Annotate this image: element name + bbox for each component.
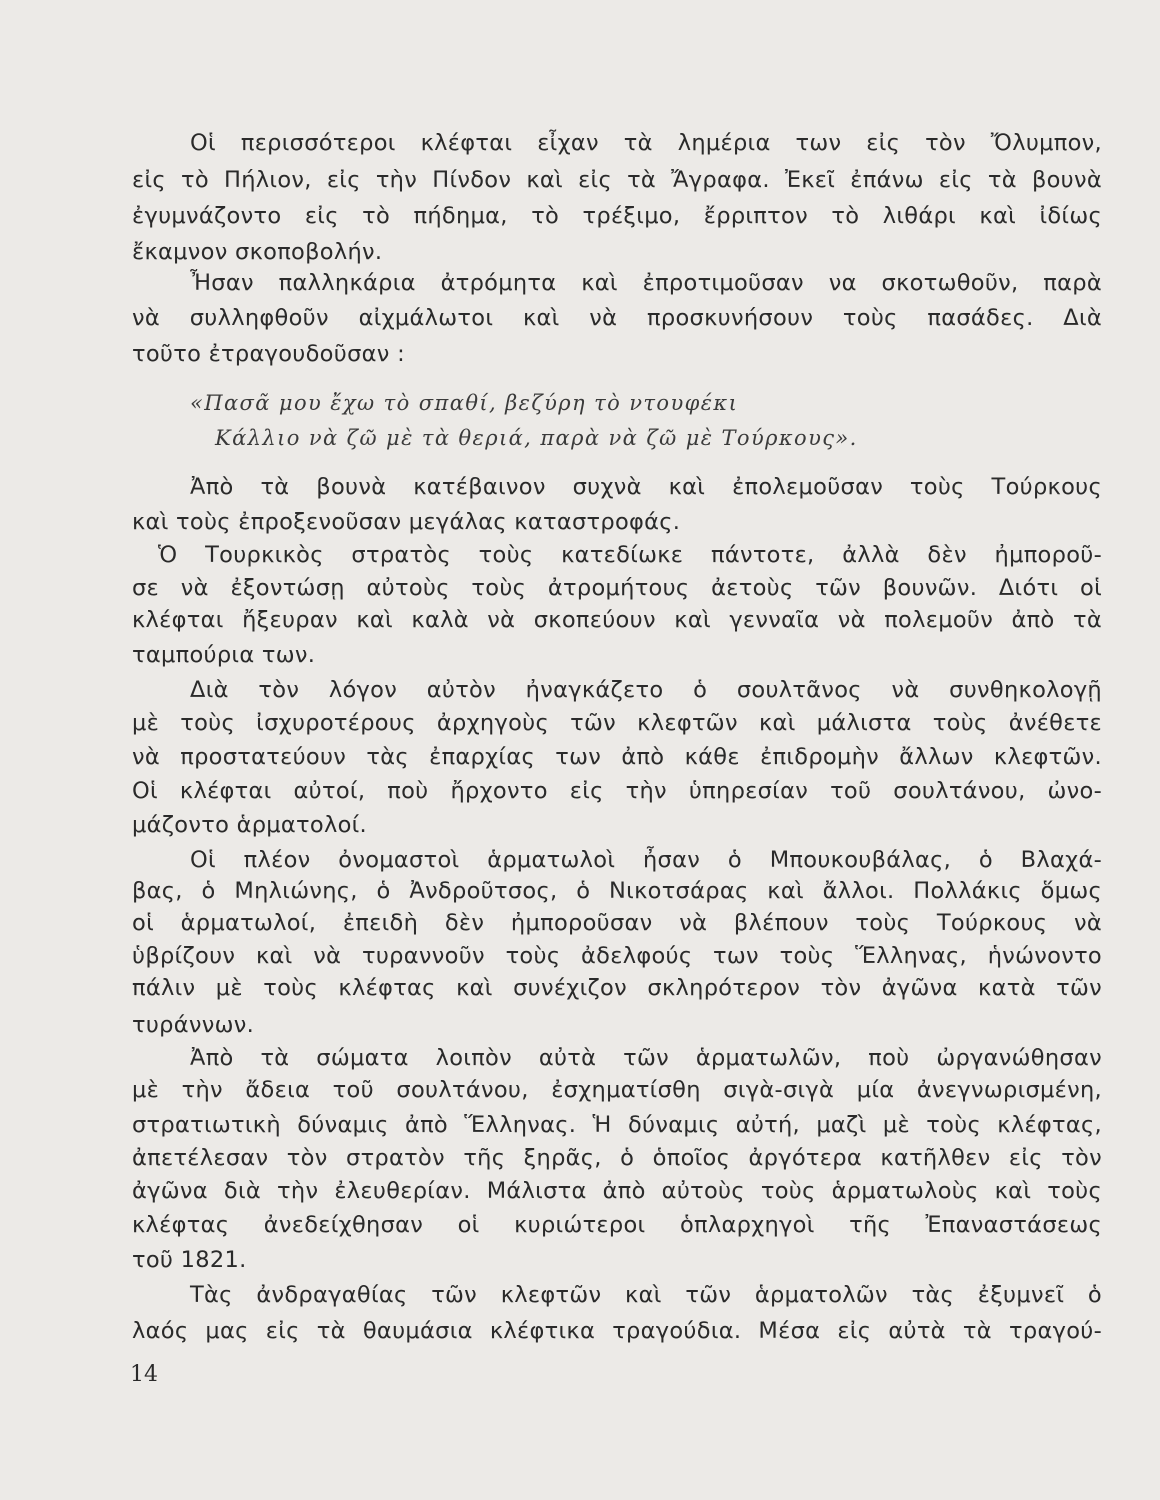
text-line: ὑβρίζουν καὶ νὰ τυραννοῦν τοὺς ἀδελφούς των τοὺς Ἕλληνας, ἡνώνοντο — [132, 943, 1102, 969]
text-line: νὰ συλληφθοῦν αἰχμάλωτοι καὶ νὰ προσκυνήσουν τοὺς πασάδες. Διὰ — [132, 305, 1102, 331]
text-line: Διὰ τὸν λόγον αὐτὸν ἠναγκάζετο ὁ σουλτᾶνος νὰ συνθηκολογῇ — [190, 677, 1102, 703]
text-line: Ἀπὸ τὰ βουνὰ κατέβαινον συχνὰ καὶ ἐπολεμοῦσαν τοὺς Τούρκους — [190, 474, 1102, 500]
text-line: πάλιν μὲ τοὺς κλέφτας καὶ συνέχιζον σκληρότερον τὸν ἀγῶνα κατὰ τῶν — [132, 975, 1102, 1001]
text-line: Ἀπὸ τὰ σώματα λοιπὸν αὐτὰ τῶν ἁρματωλῶν, ποὺ ὠργανώθησαν — [190, 1045, 1102, 1071]
text-line: μὲ τὴν ἄδεια τοῦ σουλτάνου, ἐσχηματίσθη σιγὰ-σιγὰ μία ἀνεγνωρισμένη, — [132, 1077, 1102, 1103]
text-line: Ὁ Τουρκικὸς στρατὸς τοὺς κατεδίωκε πάντοτε, ἀλλὰ δὲν ἠμποροῦ- — [158, 542, 1102, 568]
text-line: ἐγυμνάζοντο εἰς τὸ πήδημα, τὸ τρέξιμο, ἔρριπτον τὸ λιθάρι καὶ ἰδίως — [132, 203, 1102, 229]
verse-line: «Πασᾶ μου ἔχω τὸ σπαθί, βεζύρη τὸ ντουφέκι — [190, 391, 739, 415]
text-line: ἀγῶνα διὰ τὴν ἐλευθερίαν. Μάλιστα ἀπὸ αὐτοὺς τοὺς ἁρματωλοὺς καὶ τοὺς — [132, 1178, 1102, 1204]
text-line: τοῦτο ἐτραγουδοῦσαν : — [132, 341, 405, 367]
text-line: Τὰς ἀνδραγαθίας τῶν κλεφτῶν καὶ τῶν ἁρματολῶν τὰς ἐξυμνεῖ ὁ — [190, 1282, 1102, 1308]
text-line: κλέφται ἤξευραν καὶ καλὰ νὰ σκοπεύουν καὶ γενναῖα νὰ πολεμοῦν ἀπὸ τὰ — [132, 607, 1102, 633]
text-line: Οἱ περισσότεροι κλέφται εἶχαν τὰ λημέρια των εἰς τὸν Ὄλυμπον, — [190, 130, 1102, 156]
text-line: εἰς τὸ Πήλιον, εἰς τὴν Πίνδον καὶ εἰς τὰ Ἄγραφα. Ἐκεῖ ἐπάνω εἰς τὰ βουνὰ — [132, 167, 1102, 193]
text-line: οἱ ἁρματωλοί, ἐπειδὴ δὲν ἠμποροῦσαν νὰ βλέπουν τοὺς Τούρκους νὰ — [132, 910, 1102, 936]
text-line: στρατιωτικὴ δύναμις ἀπὸ Ἕλληνας. Ἡ δύναμις αὐτή, μαζὶ μὲ τοὺς κλέφτας, — [132, 1112, 1102, 1138]
text-line: Οἱ πλέον ὀνομαστοὶ ἁρματωλοὶ ἦσαν ὁ Μπουκουβάλας, ὁ Βλαχά- — [190, 847, 1102, 873]
text-line: ἔκαμνον σκοποβολήν. — [132, 239, 383, 265]
text-line: τοῦ 1821. — [132, 1247, 247, 1273]
text-line: τυράννων. — [132, 1012, 255, 1038]
text-line: μάζοντο ἁρματολοί. — [132, 812, 368, 838]
verse-line: Κάλλιο νὰ ζῶ μὲ τὰ θεριά, παρὰ νὰ ζῶ μὲ Τούρκους». — [215, 426, 858, 450]
text-line: ταμπούρια των. — [132, 642, 316, 668]
page-number: 14 — [130, 1362, 158, 1387]
text-line: νὰ προστατεύουν τὰς ἐπαρχίας των ἀπὸ κάθε ἐπιδρομὴν ἄλλων κλεφτῶν. — [132, 744, 1102, 770]
text-line: Οἱ κλέφται αὐτοί, ποὺ ἤρχοντο εἰς τὴν ὑπηρεσίαν τοῦ σουλτάνου, ὠνο- — [132, 778, 1102, 804]
text-line: βας, ὁ Μηλιώνης, ὁ Ἀνδροῦτσος, ὁ Νικοτσάρας καὶ ἄλλοι. Πολλάκις ὅμως — [132, 878, 1102, 904]
text-line: Ἦσαν παλληκάρια ἀτρόμητα καὶ ἐπροτιμοῦσαν να σκοτωθοῦν, παρὰ — [190, 270, 1102, 296]
text-line: κλέφτας ἀνεδείχθησαν οἱ κυριώτεροι ὁπλαρχηγοὶ τῆς Ἐπαναστάσεως — [132, 1212, 1102, 1238]
text-line: λαός μας εἰς τὰ θαυμάσια κλέφτικα τραγούδια. Μέσα εἰς αὐτὰ τὰ τραγού- — [132, 1318, 1102, 1344]
text-line: μὲ τοὺς ἰσχυροτέρους ἀρχηγοὺς τῶν κλεφτῶν καὶ μάλιστα τοὺς ἀνέθετε — [132, 710, 1102, 736]
text-line: σε νὰ ἐξοντώσῃ αὐτοὺς τοὺς ἀτρομήτους ἀετοὺς τῶν βουνῶν. Διότι οἱ — [132, 575, 1102, 601]
text-line: ἀπετέλεσαν τὸν στρατὸν τῆς ξηρᾶς, ὁ ὁποῖος ἀργότερα κατῆλθεν εἰς τὸν — [132, 1145, 1102, 1171]
text-line: καὶ τοὺς ἐπροξενοῦσαν μεγάλας καταστροφάς. — [132, 509, 681, 535]
